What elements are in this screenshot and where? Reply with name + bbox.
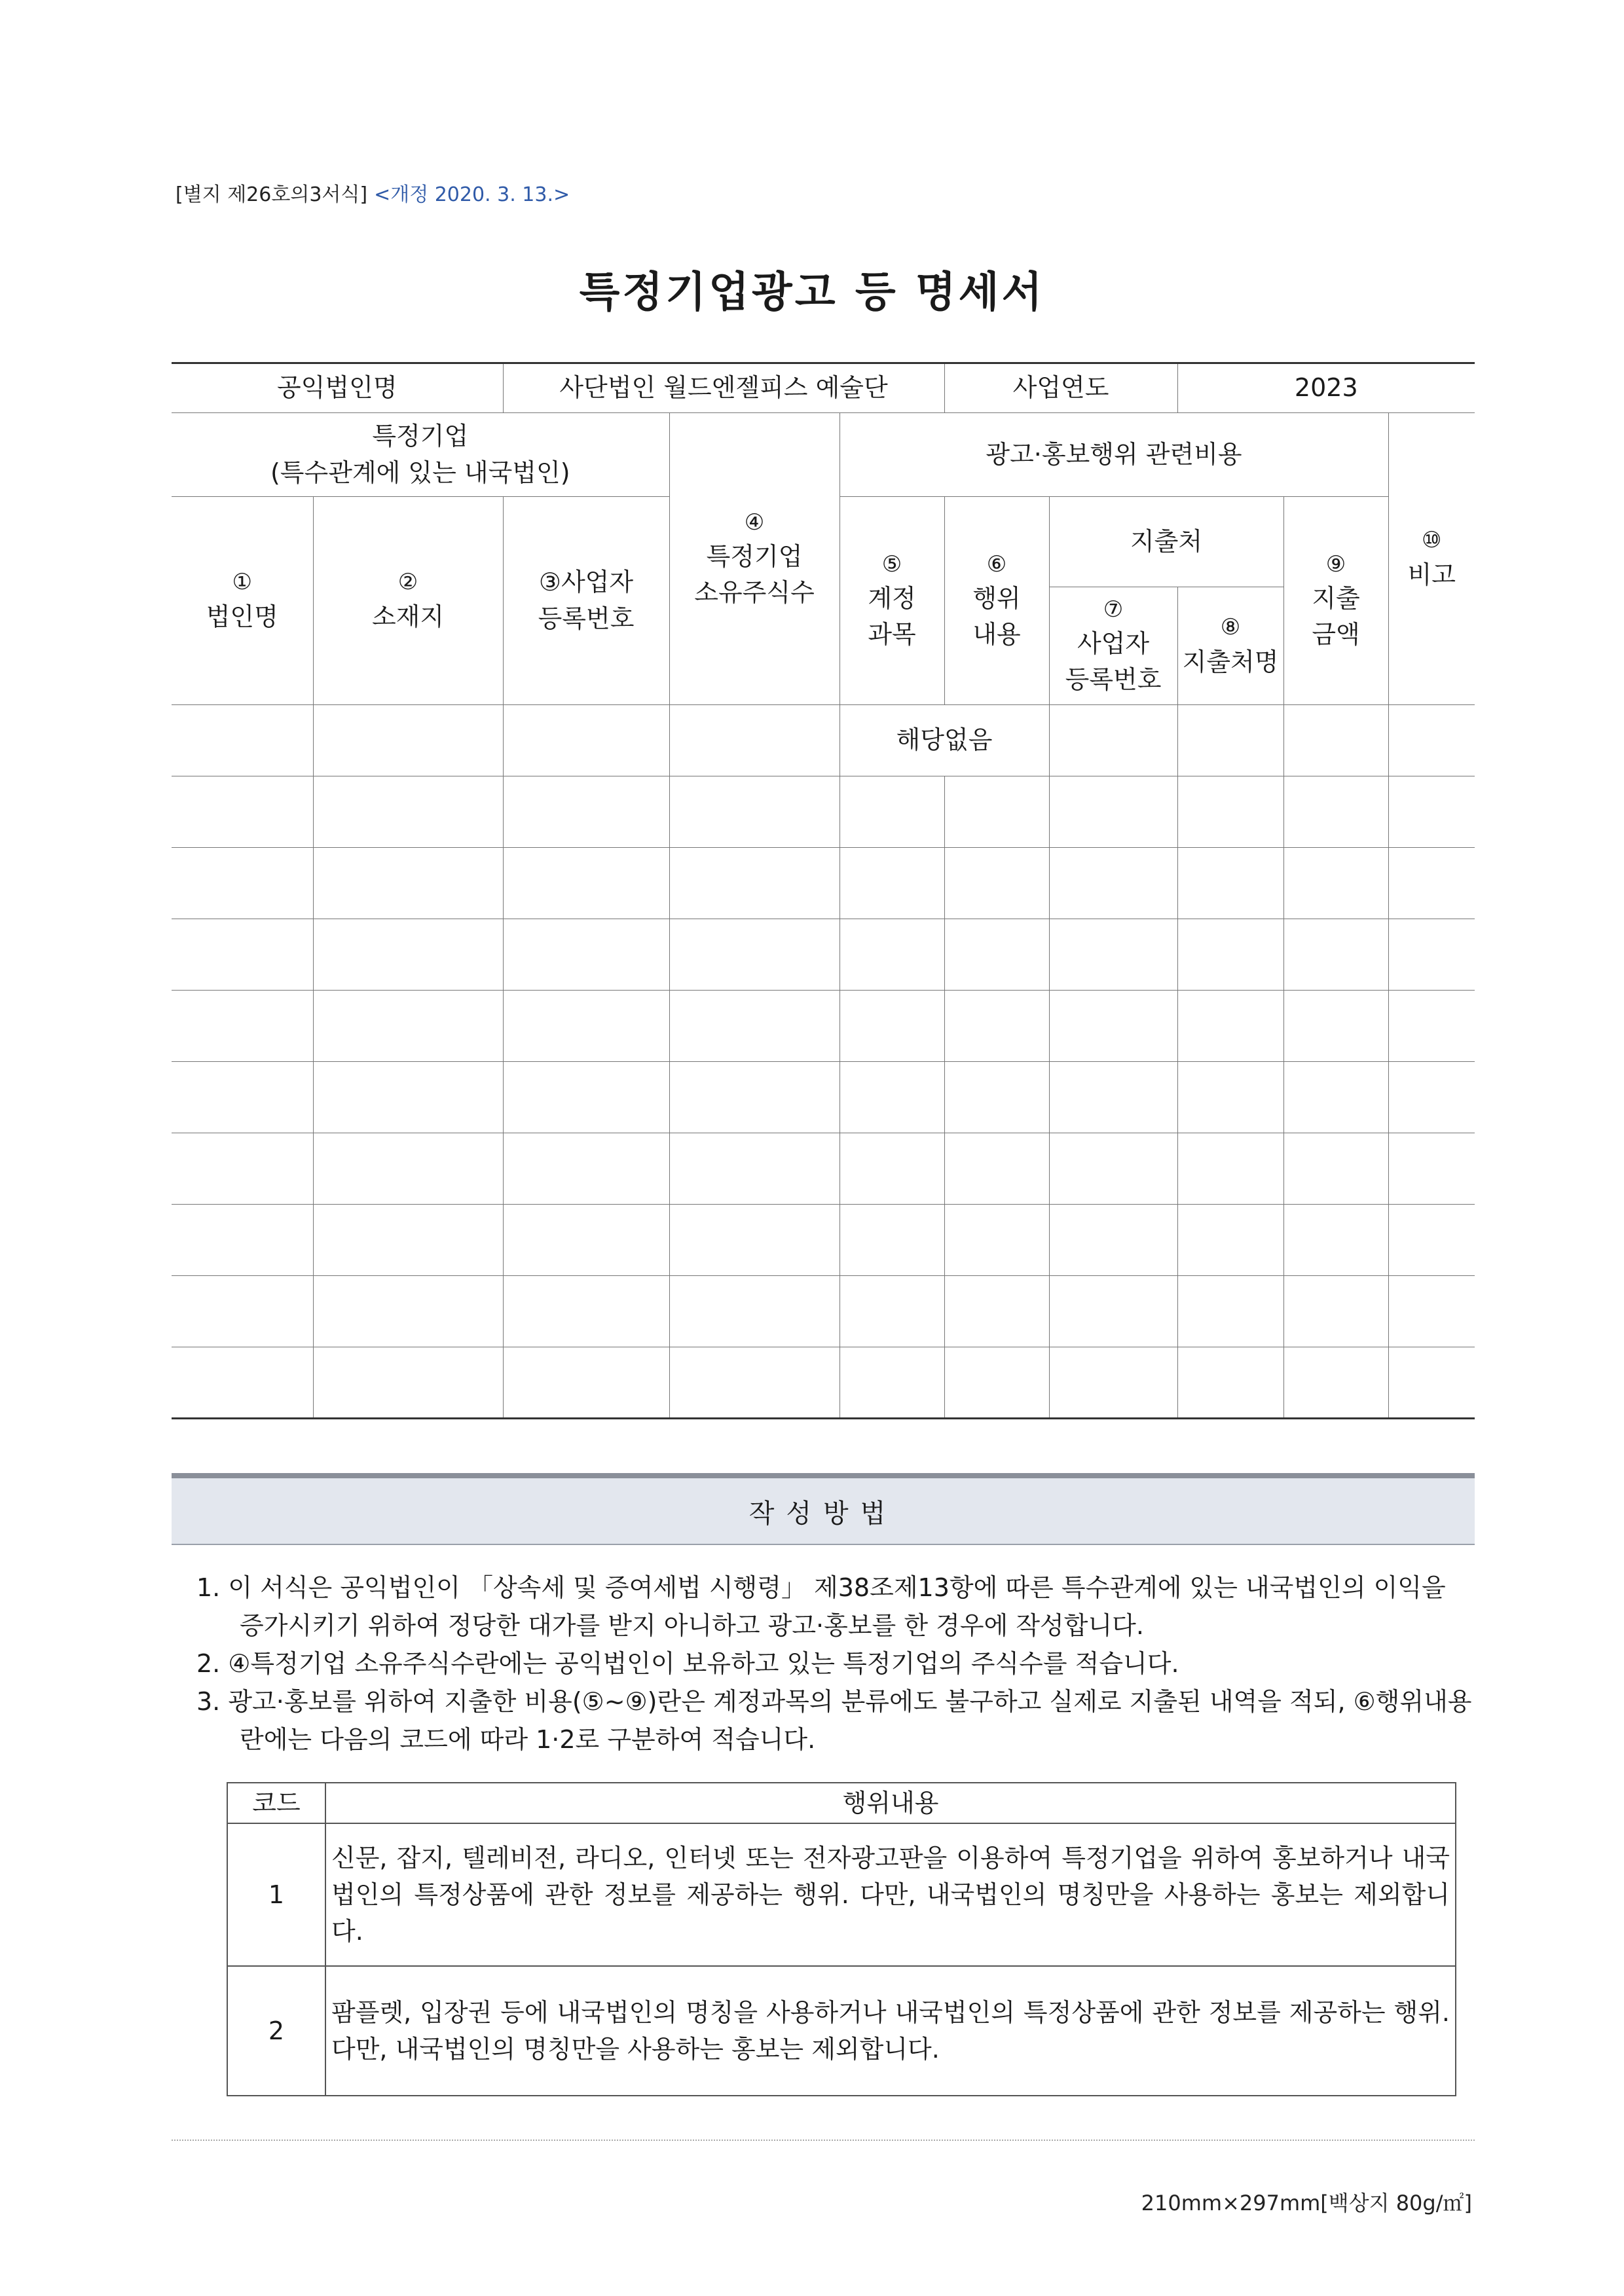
col8-number: ⑧ [1220,614,1241,641]
col5-label-line1: 계정 [868,584,916,613]
col7-header [1049,587,1177,705]
table-row [172,1276,1475,1347]
col4-number: ④ [744,509,765,536]
col8-header [1177,587,1283,705]
table-row [172,991,1475,1062]
table-row [172,919,1475,991]
col10-header [1388,413,1475,705]
col7-label-line2: 등록번호 [1065,665,1162,695]
col1-header [172,497,313,705]
col4-label-line1: 특정기업 [706,542,803,572]
col2-label: 소재지 [371,602,445,631]
code-description: 신문, 잡지, 텔레비전, 라디오, 인터넷 또는 전자광고판을 이용하여 특정기업을 위하여 홍보하거나 내국법인의 특정상품에 관한 정보를 제공하는 행위. 다만, 내국법인의 명칭만을 사용하는 홍보는 제외합니다. [325,1823,1456,1966]
ad-costs-group-header: 광고·홍보행위 관련비용 [840,413,1388,497]
instructions-heading: 작성방법 [172,1473,1475,1545]
col5-header [840,497,944,705]
statement-table [172,362,1475,1419]
col2-number: ② [397,569,418,596]
revision-date: <개정 2020. 3. 13.> [374,183,570,206]
col3-header [503,497,669,705]
table-row [172,1347,1475,1419]
instruction-item: 3. 광고·홍보를 위하여 지출한 비용(⑤~⑨)란은 계정과목의 분류에도 불구하고 실제로 지출된 내역을 적되, ⑥행위내용란에는 다음의 코드에 따라 1·2로 구분하여 적습니다. [196,1687,1472,1754]
code-table [227,1782,1456,2096]
col1-number: ① [232,569,252,596]
fiscal-year-value: 2023 [1177,363,1475,413]
table-row [172,1062,1475,1133]
code-row [227,1823,1456,1966]
col6-label-line2: 내용 [972,620,1021,649]
col3-label-line1: ③사업자 [538,568,634,597]
code-value: 1 [227,1823,325,1966]
payee-group-header: 지출처 [1049,497,1283,587]
col6-header [944,497,1049,705]
col10-number: ⑩ [1422,527,1442,554]
footer-divider [172,2140,1475,2141]
col5-number: ⑤ [881,551,902,577]
col10-label: 비고 [1407,560,1456,589]
header-row-1 [172,413,1475,497]
paper-spec: 210mm×297mm[백상지 80g/㎡] [1141,2191,1472,2215]
col2-header [313,497,503,705]
form-number: [별지 제26호의3서식] [175,183,368,206]
code-row [227,1966,1456,2096]
instruction-item: 2. ④특정기업 소유주식수란에는 공익법인이 보유하고 있는 특정기업의 주식수를 적습니다. [196,1649,1179,1678]
col9-label-line2: 금액 [1312,620,1360,649]
col1-label: 법인명 [206,602,278,631]
fiscal-year-label: 사업연도 [944,363,1177,413]
col9-header [1283,497,1388,705]
col7-number: ⑦ [1103,596,1124,623]
table-row [172,1133,1475,1205]
no-entries-text: 해당없음 [840,705,1049,776]
corp-name-value: 사단법인 월드엔젤피스 예술단 [503,363,944,413]
col7-label-line1: 사업자 [1077,629,1150,659]
code-header: 코드 [227,1783,325,1823]
instructions-list [196,1569,1473,1758]
corp-name-label: 공익법인명 [172,363,503,413]
code-description: 팜플렛, 입장권 등에 내국법인의 명칭을 사용하거나 내국법인의 특정상품에 관한 정보를 제공하는 행위. 다만, 내국법인의 명칭만을 사용하는 홍보는 제외합니다. [325,1966,1456,2096]
col4-header [669,413,840,705]
table-row [172,1205,1475,1276]
document-title: 특정기업광고 등 명세서 [579,268,1045,317]
specific-company-subtitle: (특수관계에 있는 내국법인) [270,458,570,487]
col9-number: ⑨ [1325,551,1346,577]
code-table-header [227,1783,1456,1823]
col8-label: 지출처명 [1182,647,1279,676]
info-row [172,363,1475,413]
col9-label-line1: 지출 [1312,584,1360,613]
col3-label-line2: 등록번호 [538,604,635,633]
specific-company-group-header [172,413,669,497]
col4-label-line2: 소유주식수 [694,578,815,608]
action-header: 행위내용 [325,1783,1456,1823]
form-identifier [175,178,570,207]
instruction-item: 1. 이 서식은 공익법인이 「상속세 및 증여세법 시행령」 제38조제13항에 따른 특수관계에 있는 내국법인의 이익을 증가시키기 위하여 정당한 대가를 받지 아니하고 광고·홍보를 한 경우에 작성합니다. [196,1573,1446,1640]
col5-label-line2: 과목 [868,620,916,649]
col6-label-line1: 행위 [972,584,1021,613]
col6-number: ⑥ [986,551,1007,577]
code-value: 2 [227,1966,325,2096]
specific-company-title: 특정기업 [372,422,469,451]
table-row [172,705,1475,776]
table-row [172,776,1475,848]
table-row [172,848,1475,919]
